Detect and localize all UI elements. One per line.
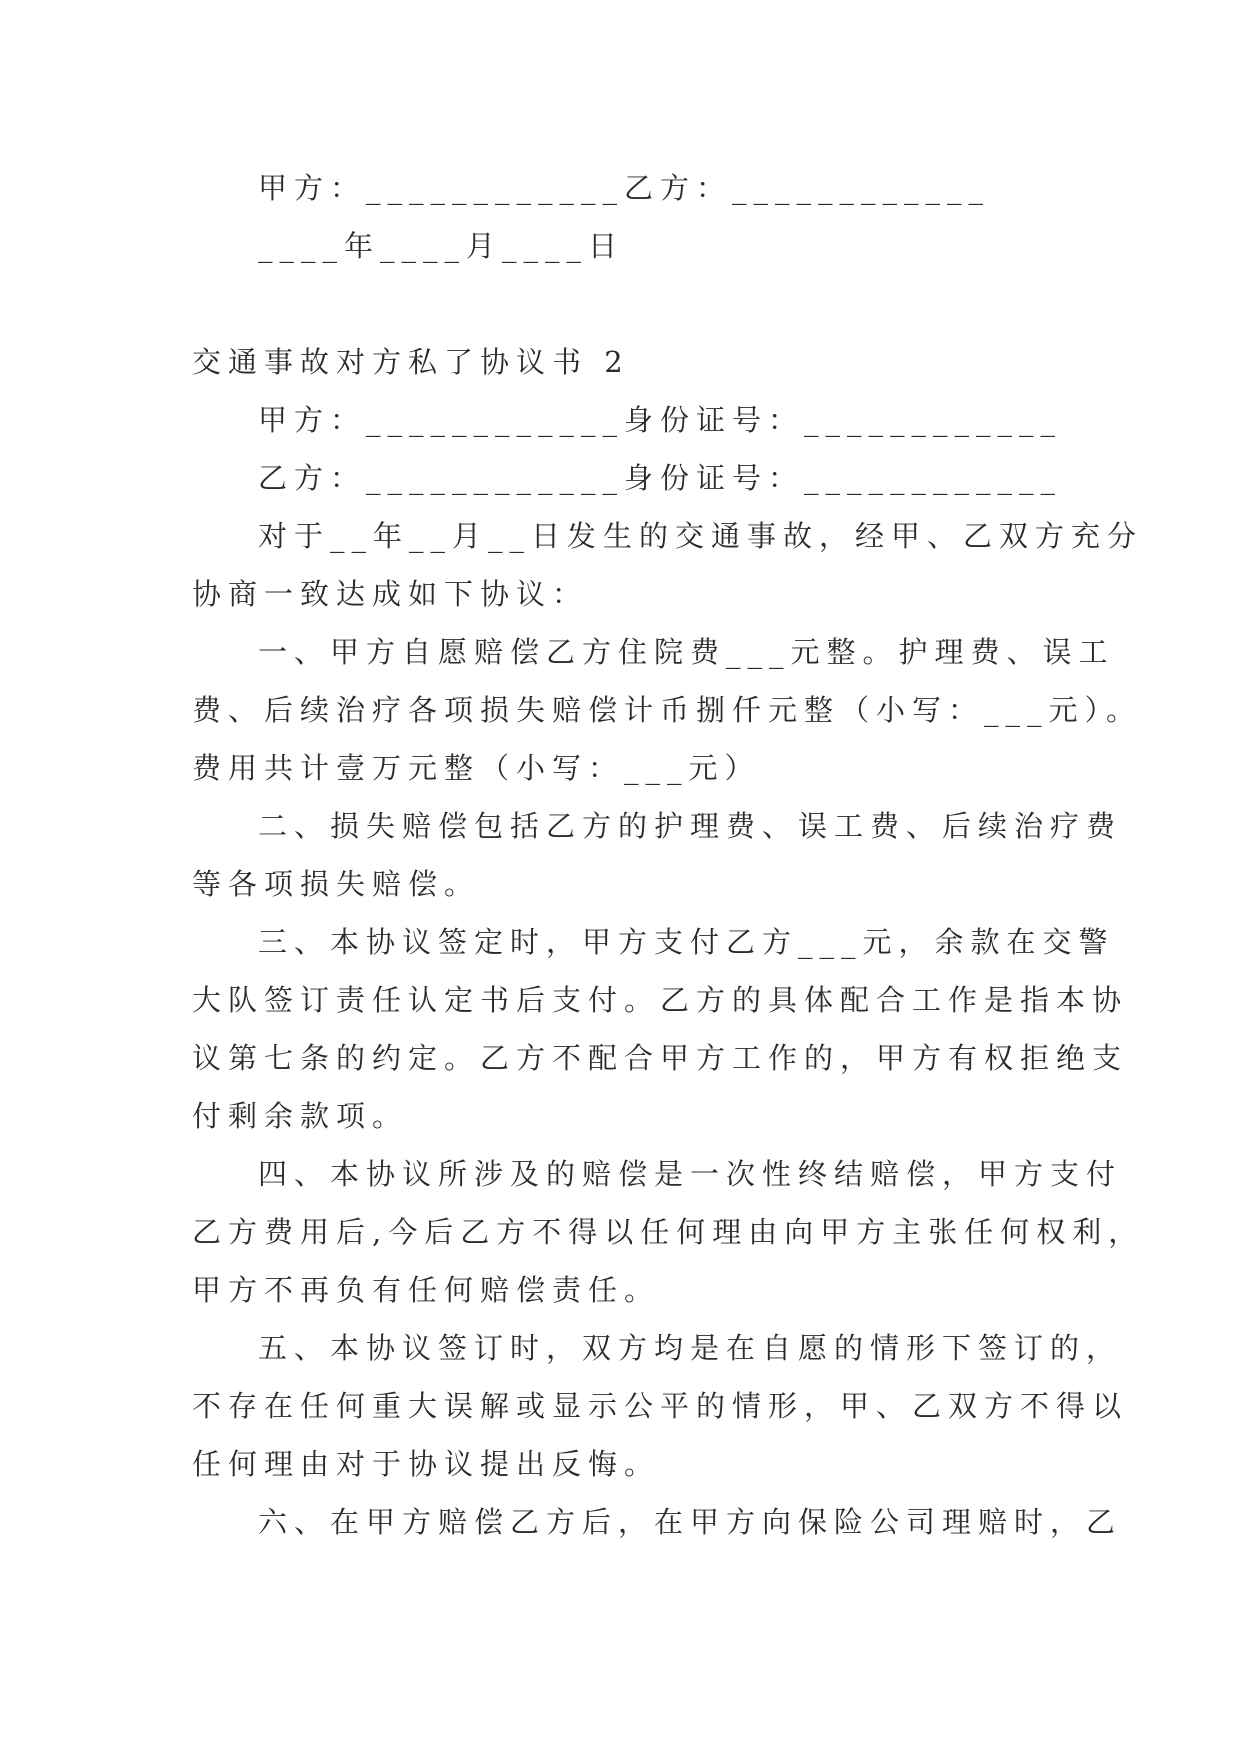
party-a-id-line: 甲方：____________身份证号：____________ [258,403,1063,437]
clause-4-line-3: 甲方不再负有任何赔偿责任。 [192,1273,661,1307]
clause-2-line-2: 等各项损失赔偿。 [192,867,481,901]
clause-5-line-1: 五、本协议签订时，双方均是在自愿的情形下签订的， [258,1331,1123,1365]
clause-3-line-1: 三、本协议签定时，甲方支付乙方___元，余款在交警 [258,925,1115,959]
clause-3-line-3: 议第七条的约定。乙方不配合甲方工作的，甲方有权拒绝支 [192,1041,1129,1075]
signature-line-party-a-b: 甲方：____________乙方：____________ [258,171,991,205]
clause-2-line-1: 二、损失赔偿包括乙方的护理费、误工费、后续治疗费 [258,809,1123,843]
clause-4-line-2: 乙方费用后,今后乙方不得以任何理由向甲方主张任何权利， [192,1215,1145,1249]
clause-1-line-2: 费、后续治疗各项损失赔偿计币捌仟元整（小写：___元）。 [192,693,1143,727]
intro-paragraph-line-1: 对于__年__月__日发生的交通事故，经甲、乙双方充分 [258,519,1144,553]
document-title: 交通事故对方私了协议书 2 [192,345,630,379]
signature-date-line: ____年____月____日 [258,229,625,263]
intro-paragraph-line-2: 协商一致达成如下协议： [192,577,589,611]
clause-5-line-3: 任何理由对于协议提出反悔。 [192,1447,661,1481]
clause-5-line-2: 不存在任何重大误解或显示公平的情形，甲、乙双方不得以 [192,1389,1129,1423]
clause-3-line-4: 付剩余款项。 [192,1099,409,1133]
clause-3-line-2: 大队签订责任认定书后支付。乙方的具体配合工作是指本协 [192,983,1129,1017]
party-b-id-line: 乙方：____________身份证号：____________ [258,461,1063,495]
clause-1-line-3: 费用共计壹万元整（小写：___元） [192,751,761,785]
clause-1-line-1: 一、甲方自愿赔偿乙方住院费___元整。护理费、误工 [258,635,1115,669]
clause-6-line-1: 六、在甲方赔偿乙方后，在甲方向保险公司理赔时，乙 [258,1505,1123,1539]
clause-4-line-1: 四、本协议所涉及的赔偿是一次性终结赔偿，甲方支付 [258,1157,1123,1191]
